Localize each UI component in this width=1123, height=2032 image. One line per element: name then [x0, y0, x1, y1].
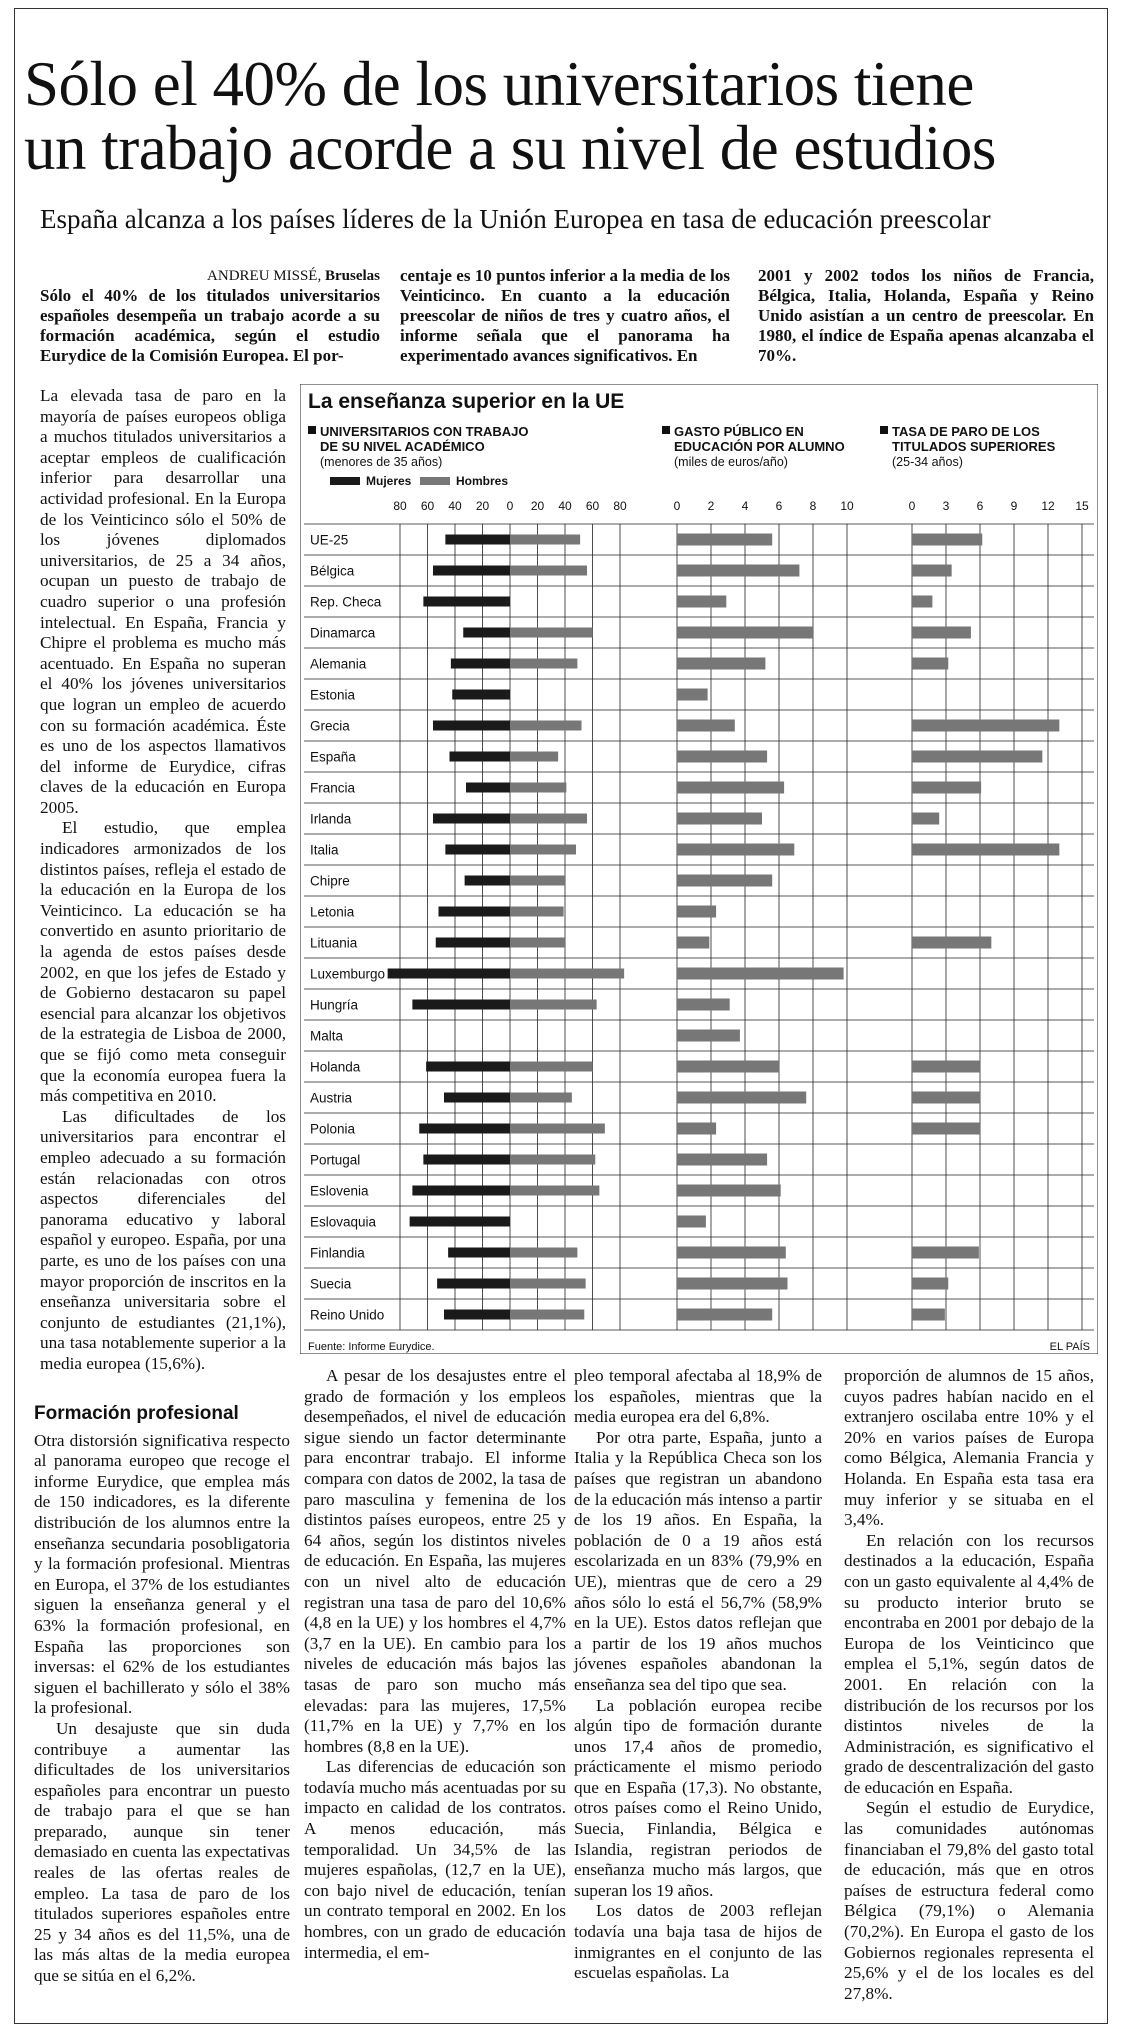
bar-mujeres — [463, 628, 510, 638]
country-label: Francia — [310, 780, 356, 796]
bar-hombres — [510, 1124, 605, 1134]
bar-value — [677, 1309, 772, 1321]
bottom-3-paragraph-3: La población europea recibe algún tipo de formación durante unos 17,4 años de promedio, prácticamente el mismo periodo que en España (17,3). No obstante, otros países como el Reino Unido, Suecia, Finlandia, Bélgica e Islandia, registran periodos de enseñanza mucho más largos, que superan los 19 años. — [574, 1695, 822, 1900]
bar-value — [912, 627, 971, 639]
bar-value — [677, 937, 709, 949]
lead-column-1 — [40, 266, 380, 366]
bar-mujeres — [412, 1186, 510, 1196]
bar-value — [912, 751, 1042, 763]
bar-value — [912, 565, 952, 577]
bar-hombres — [510, 1093, 572, 1103]
country-label: Alemania — [310, 656, 367, 672]
country-label: Italia — [310, 842, 339, 858]
country-label: Letonia — [310, 904, 355, 920]
bar-value — [677, 1030, 740, 1042]
bottom-4-paragraph-3: Según el estudio de Eurydice, las comunidades autónomas financiaban el 79,8% del gasto total de educación, más que en otros países de estructura federal como Bélgica (79,1%) o Alemania (70,2%). En Europa el gasto de los Gobiernos regionales representa el 25,6% y el de los locales es del 27,8%. — [844, 1798, 1094, 2003]
left-paragraph-1: La elevada tasa de paro en la mayoría de países europeos obliga a muchos titulados universitarios a aceptar empleos de cualificación inferior para desarrollar una actividad profesional. En la Europa de los Veinticinco sólo el 50% de los jóvenes diplomados universitarios, de 25 a 34 años, ocupan un puesto de trabajo de cuadro superior o una profesión intelectual. En España, Francia y Chipre el problema es mucho más acentuado. En España no superan el 40% los jóvenes universitarios que logran un empleo de acuerdo con su formación académica. Éste es uno de los aspectos llamativos del informe de Eurydice, cifras claves de la educación en Europa 2005. — [40, 386, 286, 817]
bar-value — [677, 813, 762, 825]
bar-hombres — [510, 1310, 584, 1320]
country-label: Portugal — [310, 1152, 361, 1168]
legend-swatch-mujeres — [330, 477, 360, 485]
country-label: Malta — [310, 1028, 344, 1044]
bar-value — [677, 720, 735, 732]
byline-author: ANDREU MISSÉ, — [207, 268, 322, 284]
bar-value — [912, 782, 981, 794]
bar-hombres — [510, 566, 587, 576]
bar-hombres — [510, 535, 580, 545]
left-paragraph-2: El estudio, que emplea indicadores armonizados de los distintos países, refleja el estado de la educación en la Europa de los Veinticinco. La educación se ha convertido en asunto prioritario de la agenda de estos países desde 2002, en que los jefes de Estado y de Gobierno destacaron su papel esencial para alcanzar los objetivos de la estrategia de Lisboa de 2000, que se fijó como meta conseguir que la economía europea fuera la más competitiva en 2010. — [40, 818, 286, 1106]
bar-value — [677, 968, 844, 980]
panel-square-icon — [308, 426, 316, 434]
country-label: Eslovaquia — [310, 1214, 377, 1230]
bar-mujeres — [465, 876, 510, 886]
axis-tick-label: 15 — [1075, 499, 1089, 513]
bar-hombres — [510, 1248, 577, 1258]
bar-value — [677, 1092, 806, 1104]
bottom-column-4 — [844, 1366, 1094, 2004]
country-label: Austria — [310, 1090, 353, 1106]
panel-title-line-1: TASA DE PARO DE LOS — [892, 424, 1040, 439]
country-label: Polonia — [310, 1121, 356, 1137]
bar-mujeres — [444, 1310, 510, 1320]
bar-value — [912, 1092, 980, 1104]
lead-text-2: centaje es 10 puntos inferior a la media de los Veinticinco. En cuanto a la educación preescolar de niños de tres y cuatro años, el informe señala que el panorama ha experimentado avances significativos. En — [400, 266, 730, 365]
axis-tick-label: 6 — [976, 499, 984, 513]
bar-value — [912, 658, 948, 670]
bar-value — [677, 689, 708, 701]
left-paragraph-3: Las dificultades de los universitarios para encontrar el empleo adecuado a su formación están relacionadas con otros aspectos diferenciales del panorama educativo y laboral español y europeo. España, por una parte, es uno de los países con una mayor proporción de inscritos en la enseñanza universitaria sobre el conjunto de estudiantes (21,1%), una tasa notablemente superior a la media europea (15,6%). — [40, 1106, 286, 1373]
bar-mujeres — [423, 597, 510, 607]
lead-text-1: Sólo el 40% de los titulados universitarios españoles desempeña un trabajo acorde a su formación académica, según el estudio Eurydice de la Comisión Europea. El por- — [40, 286, 380, 365]
chart-frame — [300, 384, 1098, 1354]
panel-title-line-2: EDUCACIÓN POR ALUMNO — [674, 439, 845, 454]
education-chart — [300, 384, 1098, 1354]
bar-mujeres — [410, 1217, 510, 1227]
bar-value — [677, 906, 716, 918]
axis-tick-label: 9 — [1010, 499, 1018, 513]
bottom-3-paragraph-1: pleo temporal afectaba al 18,9% de los españoles, mientras que la media europea era del 6,8%. — [574, 1366, 822, 1427]
bar-hombres — [510, 721, 582, 731]
bar-mujeres — [436, 938, 510, 948]
panel-square-icon — [662, 426, 670, 434]
bar-mujeres — [437, 1279, 510, 1289]
bar-hombres — [510, 969, 624, 979]
legend-swatch-hombres — [420, 477, 450, 485]
country-label: Lituania — [310, 935, 358, 951]
bottom-column-2 — [304, 1366, 566, 1963]
bar-value — [677, 1061, 779, 1073]
bottom-3-paragraph-4: Los datos de 2003 reflejan todavía una baja tasa de hijos de inmigrantes en el conjunto de las escuelas españolas. La — [574, 1901, 822, 1983]
country-label: Reino Unido — [310, 1307, 385, 1323]
panel-square-icon — [880, 426, 888, 434]
axis-tick-label: 20 — [475, 499, 490, 513]
bar-value — [912, 937, 991, 949]
bar-value — [912, 1247, 979, 1259]
bar-mujeres — [439, 907, 511, 917]
axis-tick-label: 0 — [506, 499, 514, 513]
bar-mujeres — [452, 690, 510, 700]
lead-column-2 — [400, 266, 730, 366]
country-label: Irlanda — [310, 811, 352, 827]
bar-value — [912, 534, 982, 546]
bar-value — [912, 813, 939, 825]
bar-hombres — [510, 1000, 597, 1010]
bar-value — [677, 1278, 788, 1290]
bar-hombres — [510, 628, 593, 638]
subheadline: España alcanza a los países líderes de la Unión Europea en tasa de educación preescolar — [40, 204, 991, 234]
bar-mujeres — [433, 566, 510, 576]
bar-mujeres — [426, 1062, 510, 1072]
chart-credit: EL PAÍS — [1049, 1341, 1090, 1353]
bottom-1-paragraph-1: Otra distorsión significativa respecto al panorama europeo que recoge el informe Eurydice, que emplea más de 150 indicadores, es la diferente distribución de los alumnos entre la enseñanza secundaria posobligatoria y la formación profesional. Mientras en Europa, el 37% de los estudiantes siguen la enseñanza general y el 63% la formación profesional, en España las proporciones son inversas: el 62% de los estudiantes siguen el bachillerato y sólo el 38% la profesional. — [34, 1430, 290, 1718]
country-label: Luxemburgo — [310, 966, 386, 982]
country-label: Finlandia — [310, 1245, 365, 1261]
axis-tick-label: 2 — [707, 499, 715, 513]
left-column — [40, 386, 286, 1375]
bar-value — [677, 1185, 781, 1197]
bar-hombres — [510, 1279, 586, 1289]
axis-tick-label: 40 — [448, 499, 462, 513]
bottom-1-paragraph-2: Un desajuste que sin duda contribuye a aumentar las dificultades de los universitarios españoles para encontrar un puesto de trabajo para el que se han preparado, aunque sin tener demasiado en cuenta las expectativas reales de las ofertas reales de empleo. La tasa de paro de los titulados superiores españoles entre 25 y 34 años es del 11,5%, una de las más altas de la media europea que se sitúa en el 6,2%. — [34, 1718, 290, 1986]
bar-value — [677, 999, 730, 1011]
bar-mujeres — [433, 721, 510, 731]
bar-hombres — [510, 938, 565, 948]
bar-value — [677, 875, 772, 887]
axis-tick-label: 80 — [393, 499, 407, 513]
bar-value — [677, 751, 767, 763]
bar-value — [912, 1278, 948, 1290]
bottom-column-3 — [574, 1366, 822, 1984]
bottom-4-paragraph-1: proporción de alumnos de 15 años, cuyos padres habían nacido en el extranjero oscilaba entre 10% y el 20% en varios países de Europa como Bélgica, Alemania Francia y Holanda. En España esta tasa era muy inferior y se situaba en el 3,4%. — [844, 1366, 1094, 1530]
byline — [40, 266, 380, 286]
bar-value — [677, 844, 794, 856]
byline-city: Bruselas — [324, 268, 380, 284]
axis-tick-label: 0 — [673, 499, 681, 513]
panel-subtitle: (miles de euros/año) — [674, 455, 788, 469]
axis-tick-label: 8 — [809, 499, 817, 513]
bar-mujeres — [433, 814, 510, 824]
axis-tick-label: 60 — [420, 499, 435, 513]
bottom-column-1 — [34, 1392, 290, 1987]
country-label: España — [310, 749, 356, 765]
bar-hombres — [510, 876, 565, 886]
headline-line-2: un trabajo acorde a su nivel de estudios — [24, 113, 996, 183]
bar-value — [677, 782, 784, 794]
country-label: Suecia — [310, 1276, 352, 1292]
country-label: Bélgica — [310, 563, 355, 579]
bar-hombres — [510, 1155, 595, 1165]
country-label: Grecia — [310, 718, 350, 734]
panel-subtitle: (menores de 35 años) — [320, 455, 443, 469]
bar-hombres — [510, 845, 576, 855]
legend-label-hombres: Hombres — [456, 474, 509, 488]
headline — [24, 49, 1094, 183]
axis-tick-label: 4 — [741, 499, 749, 513]
bottom-2-paragraph-1: A pesar de los desajustes entre el grado de formación y los empleos desempeñados, el nivel de educación sigue siendo un factor determinante para encontrar trabajo. El informe compara con datos de 2002, la tasa de paro masculina y femenina de los distintos países europeos, entre 25 y 64 años, según los distintos niveles de educación. En España, las mujeres con un nivel alto de educación registran una tasa de paro del 10,6% (4,8 en la UE) y los hombres el 4,7% (3,7 en la UE). En cambio para los niveles de educación más bajos las tasas de paro son mucho más elevadas: para las mujeres, 17,5% (11,7% en la UE) y 7,7% en los hombres (8,8 en la UE). — [304, 1366, 566, 1756]
axis-tick-label: 40 — [558, 499, 572, 513]
panel-subtitle: (25-34 años) — [892, 455, 963, 469]
country-label: Hungría — [310, 997, 359, 1013]
chart-title: La enseñanza superior en la UE — [308, 390, 625, 413]
bar-mujeres — [466, 783, 510, 793]
country-label: Holanda — [310, 1059, 361, 1075]
axis-tick-label: 6 — [775, 499, 783, 513]
bottom-3-paragraph-2: Por otra parte, España, junto a Italia y la República Checa son los países que registran un abandono de la educación más intenso a partir de los 19 años. En España, la población de 0 a 19 años está escolarizada en un 83% (79,9% en UE), mientras que de cero a 29 años sólo lo está el 56,7% (58,9% en la UE). Estos datos reflejan que a partir de los 19 años muchos jóvenes españoles abandonan la enseñanza sea del tipo que sea. — [574, 1427, 822, 1694]
bottom-4-paragraph-2: En relación con los recursos destinados a la educación, España con un gasto equivalente al 4,4% de su producto interior bruto se encontraba en 2001 por debajo de la Europa de los Veinticinco que emplea el 5,1%, según datos de 2001. En relación con la distribución de los recursos por los distintos niveles de la Administración, es significativo el grado de descentralización del gasto de educación en España. — [844, 1530, 1094, 1797]
country-label: Dinamarca — [310, 625, 376, 641]
bar-hombres — [510, 907, 564, 917]
headline-line-1: Sólo el 40% de los universitarios tiene — [24, 49, 974, 119]
lead-column-3 — [758, 266, 1094, 366]
bar-mujeres — [445, 535, 510, 545]
bar-hombres — [510, 659, 577, 669]
bar-value — [912, 844, 1059, 856]
bar-mujeres — [445, 845, 510, 855]
bar-value — [912, 596, 932, 608]
panel-title-line-2: DE SU NIVEL ACADÉMICO — [320, 439, 485, 454]
bar-mujeres — [451, 659, 510, 669]
country-label: Chipre — [310, 873, 350, 889]
axis-tick-label: 80 — [613, 499, 627, 513]
bar-hombres — [510, 783, 566, 793]
country-label: Eslovenia — [310, 1183, 369, 1199]
bar-mujeres — [423, 1155, 510, 1165]
bar-mujeres — [419, 1124, 510, 1134]
bar-value — [677, 627, 813, 639]
bar-hombres — [510, 1062, 593, 1072]
legend-label-mujeres: Mujeres — [366, 474, 412, 488]
panel-title-line-1: UNIVERSITARIOS CON TRABAJO — [320, 424, 529, 439]
bar-value — [677, 1247, 786, 1259]
panel-title-line-2: TITULADOS SUPERIORES — [892, 439, 1056, 454]
country-label: Estonia — [310, 687, 356, 703]
bar-hombres — [510, 1186, 599, 1196]
chart-source: Fuente: Informe Eurydice. — [308, 1341, 435, 1353]
bottom-2-paragraph-2: Las diferencias de educación son todavía mucho más acentuadas por su impacto en calidad de los contratos. A menos educación, más temporalidad. Un 34,5% de las mujeres españolas, (12,7 en la UE), con bajo nivel de educación, tenían un contrato temporal en 2002. En los hombres, con un grado de educación intermedia, el em- — [304, 1757, 566, 1962]
bar-value — [677, 658, 765, 670]
bar-value — [677, 1216, 706, 1228]
bar-mujeres — [412, 1000, 510, 1010]
bar-value — [677, 596, 726, 608]
bar-hombres — [510, 814, 587, 824]
bar-value — [912, 1123, 980, 1135]
bar-value — [912, 1309, 945, 1321]
bar-value — [677, 1123, 716, 1135]
bar-mujeres — [388, 969, 510, 979]
bar-mujeres — [448, 1248, 510, 1258]
section-title: Formación profesional — [34, 1403, 239, 1424]
axis-tick-label: 12 — [1041, 499, 1055, 513]
bar-hombres — [510, 752, 558, 762]
axis-tick-label: 20 — [530, 499, 545, 513]
country-label: Rep. Checa — [310, 594, 382, 610]
bar-value — [912, 1061, 980, 1073]
bar-mujeres — [444, 1093, 510, 1103]
bar-value — [912, 720, 1059, 732]
bar-value — [677, 565, 799, 577]
bar-value — [677, 534, 772, 546]
axis-tick-label: 0 — [908, 499, 916, 513]
panel-title-line-1: GASTO PÚBLICO EN — [674, 424, 804, 439]
country-label: UE-25 — [310, 532, 349, 548]
bar-value — [677, 1154, 767, 1166]
lead-text-3: 2001 y 2002 todos los niños de Francia, Bélgica, Italia, Holanda, España y Reino Unido asistían a un centro de preescolar. En 1980, el índice de España apenas alcanzaba el 70%. — [758, 266, 1094, 365]
bar-mujeres — [450, 752, 511, 762]
axis-tick-label: 10 — [840, 499, 854, 513]
axis-tick-label: 60 — [585, 499, 600, 513]
axis-tick-label: 3 — [942, 499, 950, 513]
